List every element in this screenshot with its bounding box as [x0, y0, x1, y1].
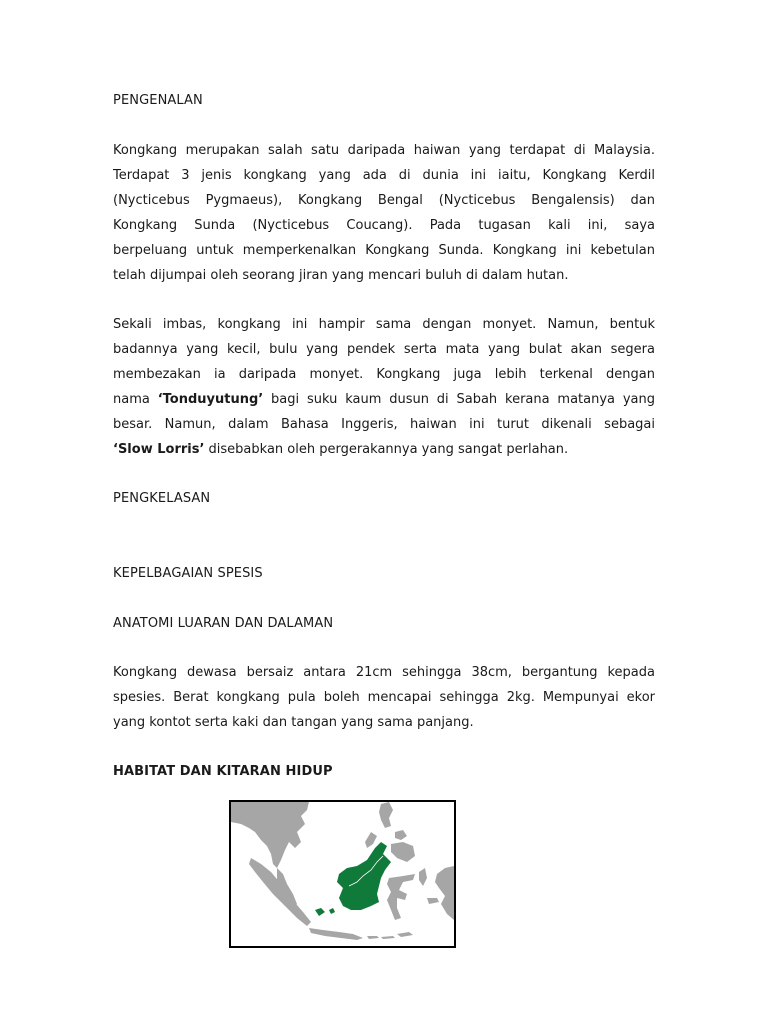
text-line: Sekali imbas, kongkang ini hampir sama dengan monyet. Namun, bentuk — [113, 317, 655, 332]
text-line: telah dijumpai oleh seorang jiran yang mencari buluh di dalam hutan. — [113, 268, 569, 283]
text-line: Kongkang dewasa bersaiz antara 21cm sehingga 38cm, bergantung kepada — [113, 665, 655, 680]
text-run: disebabkan oleh pergerakannya yang sangat perlahan. — [204, 442, 569, 457]
heading-anatomi: ANATOMI LUARAN DAN DALAMAN — [113, 616, 334, 631]
text-line — [113, 437, 655, 462]
southeast-asia-map-svg — [231, 802, 454, 946]
paragraph-description — [113, 312, 655, 462]
text-line: Kongkang merupakan salah satu daripada haiwan yang terdapat di Malaysia. — [113, 143, 655, 158]
text-line: Kongkang Sunda (Nycticebus Coucang). Pada tugasan kali ini, saya — [113, 218, 655, 233]
text-line: Terdapat 3 jenis kongkang yang ada di dunia ini iaitu, Kongkang Kerdil — [113, 168, 655, 183]
text-line: berpeluang untuk memperkenalkan Kongkang Sunda. Kongkang ini kebetulan — [113, 243, 655, 258]
english-name-slow-lorris: ‘Slow Lorris’ — [113, 442, 205, 457]
text-line: membezakan ia daripada monyet. Kongkang juga lebih terkenal dengan — [113, 367, 655, 382]
island-highlight — [329, 908, 335, 914]
heading-pengenalan: PENGENALAN — [113, 93, 203, 108]
text-line: yang kontot serta kaki dan tangan yang sama panjang. — [113, 715, 474, 730]
heading-kepelbagaian-spesis: KEPELBAGAIAN SPESIS — [113, 566, 263, 581]
distribution-map — [229, 800, 456, 948]
text-line: spesies. Berat kongkang pula boleh mencapai sehingga 2kg. Mempunyai ekor — [113, 690, 655, 705]
text-line: besar. Namun, dalam Bahasa Inggeris, haiwan ini turut dikenali sebagai — [113, 417, 655, 432]
text-line — [113, 387, 655, 412]
heading-pengkelasan: PENGKELASAN — [113, 491, 211, 506]
borneo-highlight — [337, 842, 391, 910]
local-name-tonduyutung: ‘Tonduyutung’ — [157, 392, 264, 407]
land-masses — [231, 802, 454, 940]
text-run: nama — [113, 392, 158, 407]
text-run: bagi suku kaum dusun di Sabah kerana matanya yang — [263, 392, 656, 407]
paragraph-intro — [113, 138, 655, 288]
island-highlight — [315, 908, 325, 916]
paragraph-anatomy — [113, 660, 655, 735]
text-line: badannya yang kecil, bulu yang pendek serta mata yang bulat akan segera — [113, 342, 655, 357]
heading-habitat: HABITAT DAN KITARAN HIDUP — [113, 764, 333, 779]
text-line: (Nycticebus Pygmaeus), Kongkang Bengal (Nycticebus Bengalensis) dan — [113, 193, 655, 208]
